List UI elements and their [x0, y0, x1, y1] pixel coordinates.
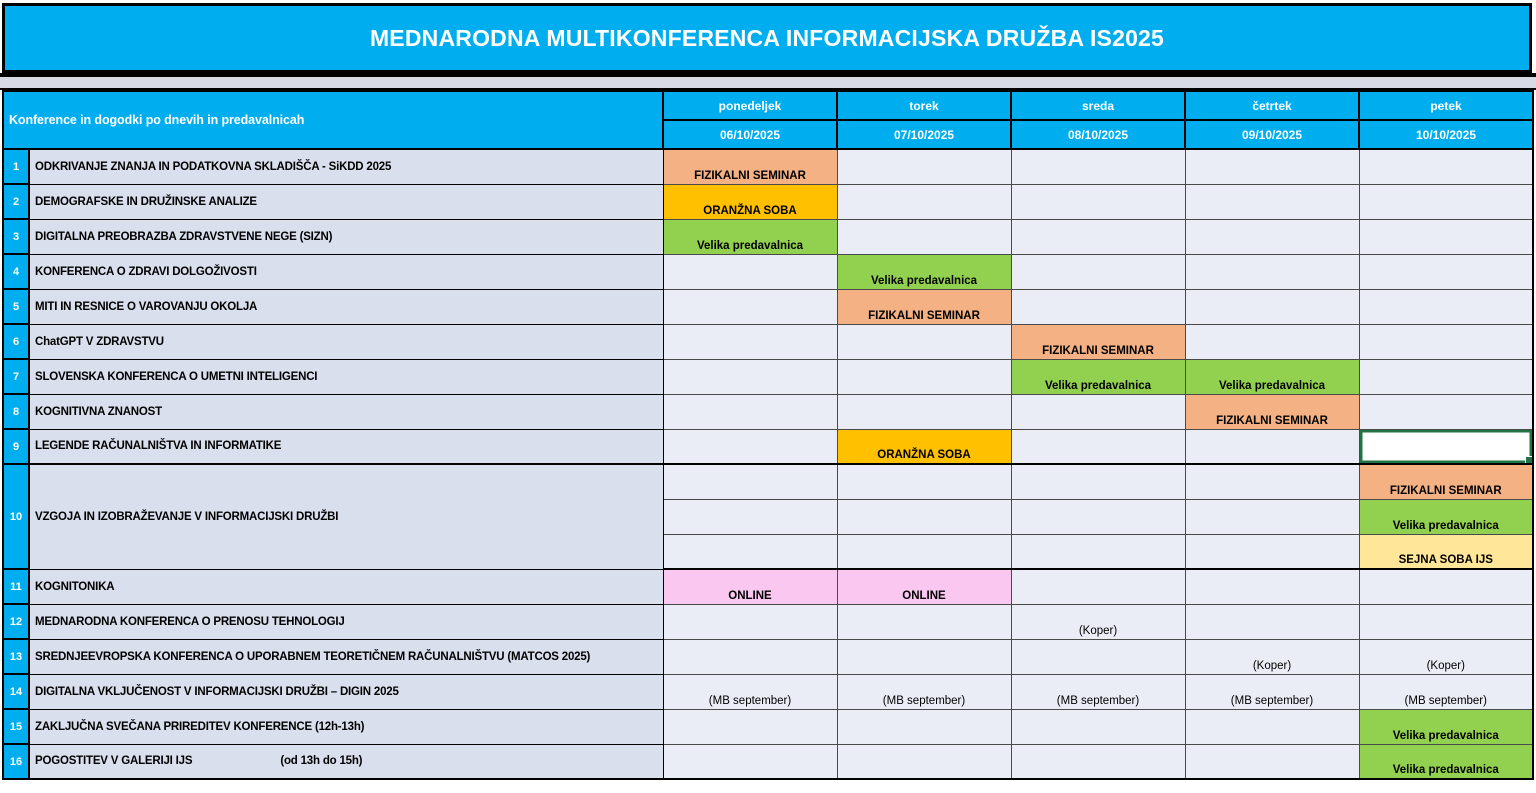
- schedule-cell-petek[interactable]: [1359, 149, 1533, 184]
- conference-name-cell[interactable]: [29, 744, 663, 779]
- row-number-cell[interactable]: 14: [3, 674, 29, 709]
- schedule-body: [3, 149, 1533, 779]
- conference-name: SREDNJEEVROPSKA KONFERENCA O UPORABNEM TEORETIČNEM RAČUNALNIŠTVU (MATCOS 2025): [35, 650, 591, 663]
- conference-name: MITI IN RESNICE O VAROVANJU OKOLJA: [35, 300, 258, 313]
- room-label: FIZIKALNI SEMINAR: [1042, 344, 1154, 357]
- date-header-sreda[interactable]: [1011, 120, 1185, 149]
- schedule-cell-sreda[interactable]: [1011, 254, 1185, 289]
- schedule-cell-petek[interactable]: [1359, 744, 1533, 779]
- note-label: (Koper): [1252, 659, 1292, 672]
- schedule-cell-ponedeljek[interactable]: [663, 359, 837, 394]
- schedule-row: [3, 674, 1533, 709]
- note-label: (MB september): [1056, 694, 1140, 707]
- schedule-cell-torek[interactable]: [837, 744, 1011, 779]
- room-label: Velika predavalnica: [1218, 379, 1326, 392]
- date-label: 07/10/2025: [893, 127, 955, 142]
- schedule-row: [3, 639, 1533, 674]
- schedule-cell-cetrtek[interactable]: [1185, 639, 1359, 674]
- schedule-cell-torek[interactable]: [837, 674, 1011, 709]
- row-number-cell[interactable]: 1: [3, 149, 29, 184]
- room-label: ONLINE: [728, 589, 772, 602]
- schedule-row: [3, 569, 1533, 604]
- conference-name-cell[interactable]: [29, 569, 663, 604]
- schedule-cell-sreda[interactable]: [1011, 429, 1185, 464]
- schedule-cell-torek[interactable]: [837, 289, 1011, 324]
- room-label: SEJNA SOBA IJS: [1398, 554, 1493, 566]
- day-header-ponedeljek[interactable]: [663, 91, 837, 120]
- schedule-cell-torek[interactable]: [837, 534, 1011, 569]
- schedule-cell-petek[interactable]: [1359, 289, 1533, 324]
- schedule-cell-cetrtek[interactable]: [1185, 744, 1359, 779]
- conference-name: SLOVENSKA KONFERENCA O UMETNI INTELIGENCI: [35, 370, 318, 383]
- schedule-cell-cetrtek[interactable]: [1185, 324, 1359, 359]
- schedule-cell-ponedeljek[interactable]: [663, 744, 837, 779]
- schedule-cell-cetrtek[interactable]: [1185, 394, 1359, 429]
- conference-name-cell[interactable]: [29, 149, 663, 184]
- schedule-cell-torek[interactable]: [837, 709, 1011, 744]
- day-header-sreda[interactable]: [1011, 91, 1185, 120]
- schedule-cell-cetrtek[interactable]: [1185, 254, 1359, 289]
- room-label: Velika predavalnica: [1392, 519, 1499, 532]
- schedule-cell-ponedeljek[interactable]: [663, 219, 837, 254]
- title-banner: [2, 3, 1532, 73]
- row-number-cell[interactable]: 8: [3, 394, 29, 429]
- schedule-row: [3, 219, 1533, 254]
- schedule-cell-ponedeljek[interactable]: [663, 674, 837, 709]
- day-name: sreda: [1081, 98, 1115, 113]
- conference-name-cell[interactable]: [29, 254, 663, 289]
- schedule-cell-cetrtek[interactable]: [1185, 499, 1359, 534]
- conference-name: VZGOJA IN IZOBRAŽEVANJE V INFORMACIJSKI DRUŽBI: [35, 510, 339, 523]
- schedule-cell-ponedeljek[interactable]: [663, 184, 837, 219]
- schedule-cell-torek[interactable]: [837, 429, 1011, 464]
- schedule-row: [3, 604, 1533, 639]
- day-header-torek[interactable]: [837, 91, 1011, 120]
- schedule-cell-petek[interactable]: [1359, 324, 1533, 359]
- schedule-cell-torek[interactable]: [837, 604, 1011, 639]
- schedule-cell-cetrtek[interactable]: [1185, 289, 1359, 324]
- schedule-cell-torek[interactable]: [837, 184, 1011, 219]
- schedule-cell-sreda[interactable]: [1011, 499, 1185, 534]
- schedule-cell-petek[interactable]: [1359, 394, 1533, 429]
- room-label: ORANŽNA SOBA: [877, 449, 971, 461]
- schedule-cell-sreda[interactable]: [1011, 289, 1185, 324]
- schedule-cell-cetrtek[interactable]: [1185, 429, 1359, 464]
- schedule-cell-ponedeljek[interactable]: [663, 639, 837, 674]
- room-label: ORANŽNA SOBA: [703, 204, 797, 217]
- day-name: četrtek: [1252, 98, 1292, 113]
- day-name: ponedeljek: [718, 98, 782, 113]
- schedule-cell-petek[interactable]: [1359, 639, 1533, 674]
- schedule-cell-ponedeljek[interactable]: [663, 464, 837, 499]
- conference-name-cell[interactable]: [29, 464, 663, 569]
- empty-spreadsheet-row: [0, 73, 1536, 90]
- room-label: FIZIKALNI SEMINAR: [1389, 484, 1502, 497]
- conference-name: ChatGPT V ZDRAVSTVU: [35, 335, 164, 348]
- conference-name: DIGITALNA PREOBRAZBA ZDRAVSTVENE NEGE (SIZN): [35, 230, 333, 243]
- room-label: FIZIKALNI SEMINAR: [694, 169, 806, 182]
- schedule-cell-ponedeljek[interactable]: [663, 149, 837, 184]
- row-number-cell[interactable]: 10: [3, 464, 29, 569]
- day-name: petek: [1430, 98, 1462, 113]
- schedule-cell-sreda[interactable]: [1011, 674, 1185, 709]
- schedule-cell-sreda[interactable]: [1011, 394, 1185, 429]
- schedule-row: [3, 254, 1533, 289]
- row-number-cell[interactable]: 11: [3, 569, 29, 604]
- conference-name: KONFERENCA O ZDRAVI DOLGOŽIVOSTI: [35, 265, 257, 278]
- selected-cell-petek[interactable]: [1359, 429, 1533, 464]
- schedule-row: [3, 359, 1533, 394]
- schedule-cell-cetrtek[interactable]: [1185, 534, 1359, 569]
- conference-name-cell[interactable]: [29, 639, 663, 674]
- schedule-row: [3, 744, 1533, 779]
- date-header-ponedeljek[interactable]: [663, 120, 837, 149]
- schedule-cell-cetrtek[interactable]: [1185, 569, 1359, 604]
- conference-name-cell[interactable]: [29, 219, 663, 254]
- row-number-cell[interactable]: 12: [3, 604, 29, 639]
- date-label: 06/10/2025: [719, 127, 781, 142]
- schedule-cell-sreda[interactable]: [1011, 639, 1185, 674]
- schedule-row: [3, 464, 1533, 499]
- conference-name: KOGNITIVNA ZNANOST: [35, 405, 162, 418]
- note-label: (Koper): [1078, 624, 1118, 637]
- room-label: Velika predavalnica: [696, 239, 804, 252]
- conference-name-cell[interactable]: [29, 324, 663, 359]
- row-number-cell[interactable]: 2: [3, 184, 29, 219]
- schedule-cell-cetrtek[interactable]: [1185, 219, 1359, 254]
- date-header-cetrtek[interactable]: [1185, 120, 1359, 149]
- note-label: (MB september): [882, 694, 966, 707]
- conference-name-cell[interactable]: [29, 674, 663, 709]
- room-label: FIZIKALNI SEMINAR: [1216, 414, 1328, 427]
- schedule-cell-ponedeljek[interactable]: [663, 429, 837, 464]
- conference-name-cell[interactable]: [29, 709, 663, 744]
- conference-name-cell[interactable]: [29, 604, 663, 639]
- schedule-cell-cetrtek[interactable]: [1185, 604, 1359, 639]
- schedule-row: [3, 289, 1533, 324]
- schedule-cell-ponedeljek[interactable]: [663, 604, 837, 639]
- schedule-cell-sreda[interactable]: [1011, 744, 1185, 779]
- conference-name: ODKRIVANJE ZNANJA IN PODATKOVNA SKLADIŠČA - SiKDD 2025: [35, 160, 392, 173]
- schedule-cell-torek[interactable]: [837, 569, 1011, 604]
- conference-name: KOGNITONIKA: [35, 580, 115, 593]
- schedule-cell-torek[interactable]: [837, 219, 1011, 254]
- schedule-row: [3, 429, 1533, 464]
- room-label: Velika predavalnica: [1392, 764, 1499, 776]
- schedule-cell-sreda[interactable]: [1011, 324, 1185, 359]
- row-number-cell[interactable]: 15: [3, 709, 29, 744]
- row-number-cell[interactable]: 4: [3, 254, 29, 289]
- schedule-cell-cetrtek[interactable]: [1185, 184, 1359, 219]
- schedule-cell-sreda[interactable]: [1011, 464, 1185, 499]
- schedule-cell-torek[interactable]: [837, 499, 1011, 534]
- note-label: (MB september): [708, 694, 792, 707]
- schedule-table-wrap: [2, 90, 1532, 780]
- schedule-row: [3, 324, 1533, 359]
- schedule-cell-petek[interactable]: [1359, 674, 1533, 709]
- conference-name-cell[interactable]: [29, 394, 663, 429]
- date-label: 08/10/2025: [1067, 127, 1129, 142]
- room-label: FIZIKALNI SEMINAR: [868, 309, 980, 322]
- schedule-cell-ponedeljek[interactable]: [663, 569, 837, 604]
- schedule-cell-torek[interactable]: [837, 324, 1011, 359]
- schedule-cell-ponedeljek[interactable]: [663, 289, 837, 324]
- schedule-table: [2, 90, 1534, 780]
- schedule-cell-torek[interactable]: [837, 464, 1011, 499]
- room-label: Velika predavalnica: [1392, 729, 1499, 742]
- schedule-cell-sreda[interactable]: [1011, 219, 1185, 254]
- schedule-row: [3, 709, 1533, 744]
- schedule-cell-sreda[interactable]: [1011, 569, 1185, 604]
- schedule-cell-ponedeljek[interactable]: [663, 324, 837, 359]
- schedule-cell-cetrtek[interactable]: [1185, 709, 1359, 744]
- schedule-cell-cetrtek[interactable]: [1185, 674, 1359, 709]
- date-label: 10/10/2025: [1415, 127, 1477, 142]
- schedule-cell-petek[interactable]: [1359, 604, 1533, 639]
- schedule-cell-cetrtek[interactable]: [1185, 149, 1359, 184]
- table-title-label: Konference in dogodki po dnevih in predavalnicah: [9, 113, 305, 127]
- conference-name-cell[interactable]: [29, 429, 663, 464]
- room-label: ONLINE: [902, 589, 946, 602]
- schedule-cell-sreda[interactable]: [1011, 149, 1185, 184]
- conference-name: MEDNARODNA KONFERENCA O PRENOSU TEHNOLOGIJ: [35, 615, 345, 628]
- schedule-cell-sreda[interactable]: [1011, 709, 1185, 744]
- schedule-cell-petek[interactable]: [1359, 254, 1533, 289]
- row-number-cell[interactable]: 5: [3, 289, 29, 324]
- note-label: (MB september): [1230, 694, 1314, 707]
- row-number-cell[interactable]: 3: [3, 219, 29, 254]
- note-label: (Koper): [1426, 659, 1465, 672]
- row-number-cell[interactable]: 13: [3, 639, 29, 674]
- room-label: Velika predavalnica: [1044, 379, 1152, 392]
- conference-name: POGOSTITEV V GALERIJI IJS: [35, 755, 193, 768]
- schedule-cell-torek[interactable]: [837, 639, 1011, 674]
- fill-handle[interactable]: [1525, 456, 1533, 464]
- schedule-cell-petek[interactable]: [1359, 499, 1533, 534]
- schedule-cell-petek[interactable]: [1359, 359, 1533, 394]
- time-note: (od 13h do 15h): [280, 755, 363, 768]
- schedule-cell-petek[interactable]: [1359, 184, 1533, 219]
- room-label: Velika predavalnica: [870, 274, 978, 287]
- schedule-cell-sreda[interactable]: [1011, 184, 1185, 219]
- schedule-cell-petek[interactable]: [1359, 709, 1533, 744]
- schedule-cell-petek[interactable]: [1359, 534, 1533, 569]
- schedule-cell-sreda[interactable]: [1011, 534, 1185, 569]
- conference-name-cell[interactable]: [29, 184, 663, 219]
- schedule-cell-ponedeljek[interactable]: [663, 709, 837, 744]
- schedule-cell-torek[interactable]: [837, 359, 1011, 394]
- date-header-torek[interactable]: [837, 120, 1011, 149]
- schedule-cell-torek[interactable]: [837, 254, 1011, 289]
- schedule-cell-sreda[interactable]: [1011, 359, 1185, 394]
- note-label: (MB september): [1404, 694, 1487, 707]
- schedule-cell-ponedeljek[interactable]: [663, 534, 837, 569]
- day-header-petek[interactable]: [1359, 91, 1533, 120]
- conference-name: LEGENDE RAČUNALNIŠTVA IN INFORMATIKE: [35, 440, 282, 453]
- date-label: 09/10/2025: [1241, 127, 1303, 142]
- day-header-cetrtek[interactable]: [1185, 91, 1359, 120]
- conference-name-cell[interactable]: [29, 359, 663, 394]
- conference-name: DIGITALNA VKLJUČENOST V INFORMACIJSKI DRUŽBI – DIGIN 2025: [35, 685, 399, 698]
- schedule-cell-ponedeljek[interactable]: [663, 254, 837, 289]
- table-title-cell[interactable]: [3, 91, 663, 149]
- schedule-row: [3, 149, 1533, 184]
- schedule-cell-petek[interactable]: [1359, 569, 1533, 604]
- schedule-cell-cetrtek[interactable]: [1185, 464, 1359, 499]
- schedule-cell-petek[interactable]: [1359, 219, 1533, 254]
- schedule-cell-petek[interactable]: [1359, 464, 1533, 499]
- schedule-cell-torek[interactable]: [837, 149, 1011, 184]
- row-number-cell[interactable]: 6: [3, 324, 29, 359]
- schedule-row: [3, 184, 1533, 219]
- schedule-row: [3, 394, 1533, 429]
- date-header-petek[interactable]: [1359, 120, 1533, 149]
- schedule-cell-torek[interactable]: [837, 394, 1011, 429]
- row-number-cell[interactable]: 7: [3, 359, 29, 394]
- day-name: torek: [909, 98, 939, 113]
- schedule-cell-ponedeljek[interactable]: [663, 499, 837, 534]
- conference-name: DEMOGRAFSKE IN DRUŽINSKE ANALIZE: [35, 195, 257, 208]
- row-number-cell[interactable]: 16: [3, 744, 29, 779]
- conference-name: ZAKLJUČNA SVEČANA PRIREDITEV KONFERENCE (12h-13h): [35, 720, 365, 733]
- schedule-cell-ponedeljek[interactable]: [663, 394, 837, 429]
- page-title: MEDNARODNA MULTIKONFERENCA INFORMACIJSKA DRUŽBA IS2025: [369, 24, 1165, 51]
- schedule-cell-sreda[interactable]: [1011, 604, 1185, 639]
- conference-name-cell[interactable]: [29, 289, 663, 324]
- row-number-cell[interactable]: 9: [3, 429, 29, 464]
- schedule-cell-cetrtek[interactable]: [1185, 359, 1359, 394]
